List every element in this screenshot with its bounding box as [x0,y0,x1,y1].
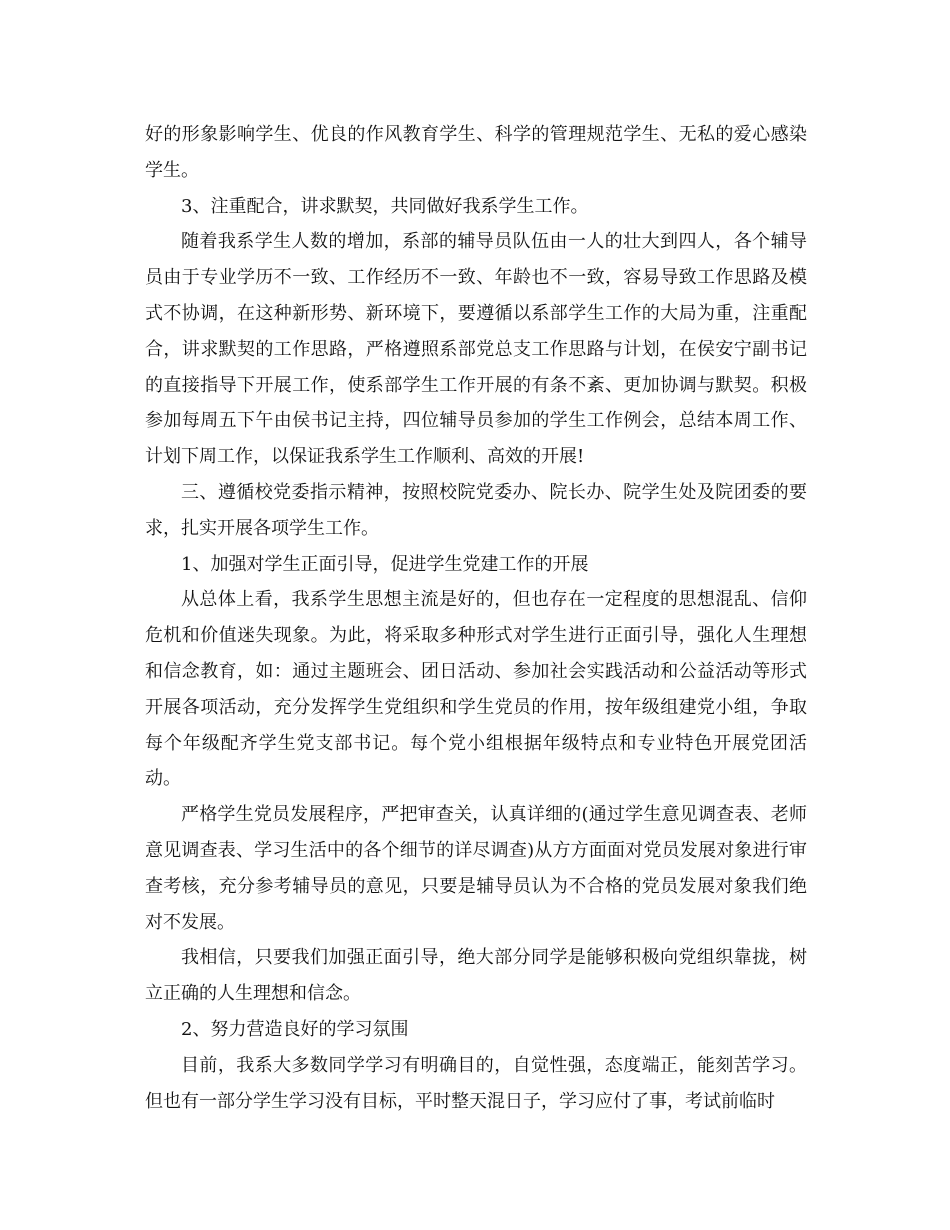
paragraph: 从总体上看，我系学生思想主流是好的，但也存在一定程度的思想混乱、信仰危机和价值迷失现象。为此，将采取多种形式对学生进行正面引导，强化人生理想和信念教育，如：通过主题班会、团日活动、参加社会实践活动和公益活动等形式开展各项活动，充分发挥学生党组织和学生党员的作用，按年级组建党小组，争取每个年级配齐学生党支部书记。每个党小组根据年级特点和专业特色开展党团活动。 [145,589,807,790]
paragraph: 1、加强对学生正面引导，促进学生党建工作的开展 [181,553,589,575]
paragraph: 3、注重配合，讲求默契，共同做好我系学生工作。 [181,195,589,217]
paragraph: 好的形象影响学生、优良的作风教育学生、科学的管理规范学生、无私的爱心感染学生。 [145,124,807,181]
paragraph: 三、遵循校党委指示精神，按照校院党委办、院长办、院学生处及院团委的要求，扎实开展各项学生工作。 [145,481,807,539]
paragraph: 我相信，只要我们加强正面引导，绝大部分同学是能够积极向党组织靠拢，树立正确的人生理想和信念。 [145,947,807,1005]
document-body [145,117,807,1119]
paragraph: 随着我系学生人数的增加，系部的辅导员队伍由一人的壮大到四人，各个辅导员由于专业学历不一致、工作经历不一致、年龄也不一致，容易导致工作思路及模式不协调，在这种新形势、新环境下，要遵循以系部学生工作的大局为重，注重配合，讲求默契的工作思路，严格遵照系部党总支工作思路与计划，在侯安宁副书记的直接指导下开展工作，使系部学生工作开展的有条不紊、更加协调与默契。积极参加每周五下午由侯书记主持，四位辅导员参加的学生工作例会，总结本周工作、计划下周工作，以保证我系学生工作顺利、高效的开展! [145,231,807,468]
paragraph: 目前，我系大多数同学学习有明确目的，自觉性强，态度端正，能刻苦学习。但也有一部分学生学习没有目标，平时整天混日子，学习应付了事，考试前临时 [145,1054,807,1112]
paragraph: 2、努力营造良好的学习氛围 [181,1018,409,1040]
paragraph: 严格学生党员发展程序，严把审查关，认真详细的(通过学生意见调查表、老师意见调查表、学习生活中的各个细节的详尽调查)从方方面面对党员发展对象进行审查考核，充分参考辅导员的意见，只要是辅导员认为不合格的党员发展对象我们绝对不发展。 [145,804,807,933]
